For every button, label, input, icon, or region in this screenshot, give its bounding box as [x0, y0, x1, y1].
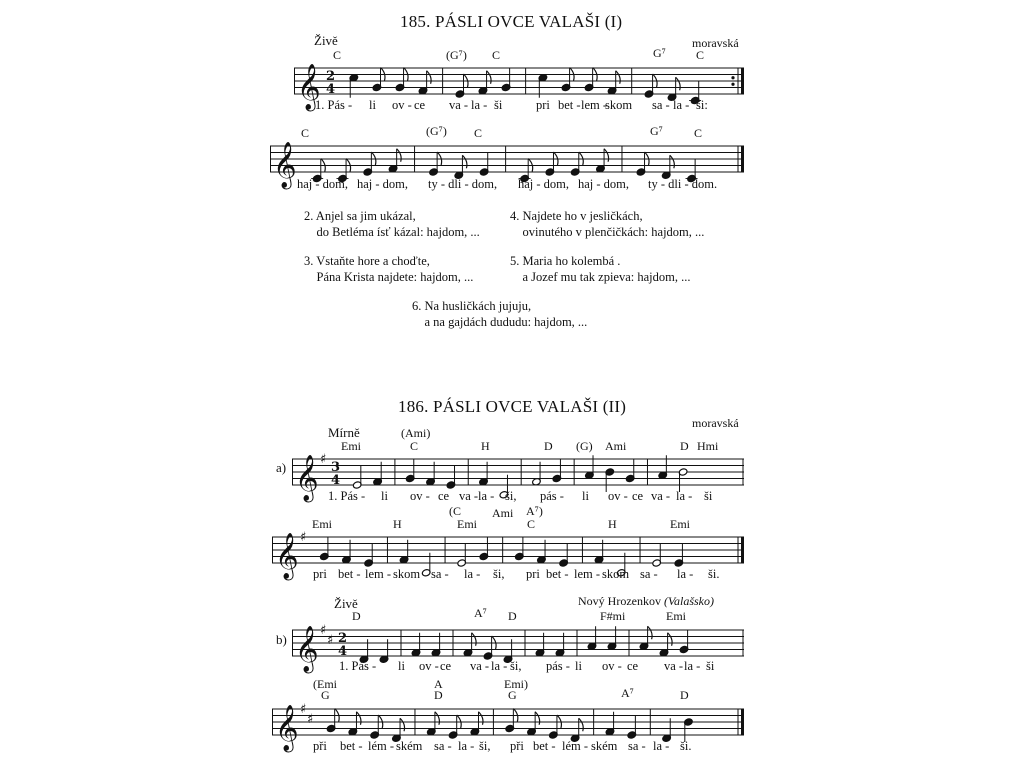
lyric-syllable: haj - dom, [578, 177, 630, 191]
lyric-syllable: la - [464, 567, 481, 581]
chord: A⁷ [621, 686, 634, 700]
song-title: 186. PÁSLI OVCE VALAŠI (II) [398, 397, 627, 416]
lyric-syllable: va - [664, 659, 684, 673]
lyric-syllable: skom [602, 567, 630, 581]
time-signature-top: 2 [326, 69, 336, 84]
time-signature-bottom: 4 [331, 473, 341, 488]
chord: (G⁷) [446, 48, 467, 62]
verse-text: 6. Na husličkách jujuju, a na gajdách dududu: hajdom, ... [412, 299, 588, 329]
chord: D [352, 609, 361, 623]
lyric-syllable: ši. [680, 739, 692, 753]
variant-label: a) [276, 460, 287, 475]
lyric-syllable: li [582, 489, 589, 503]
chord: Emi) [504, 677, 528, 691]
chord: (Emi [313, 677, 337, 691]
lyric-syllable: la - [677, 567, 694, 581]
chord: Emi [312, 517, 332, 531]
lyric-syllable: sa - [431, 567, 449, 581]
treble-clef-icon: 𝄞 [275, 533, 299, 579]
chord: A⁷ [474, 606, 487, 620]
chord: C [410, 439, 419, 453]
lyric-syllable: skom [393, 567, 421, 581]
lyric-syllable: ši [704, 489, 713, 503]
lyric-syllable: ši, [479, 739, 491, 753]
source-village: Nový Hrozenkov [578, 594, 661, 608]
chord: C [696, 48, 705, 62]
lyric-syllable: li [381, 489, 388, 503]
treble-clef-icon: 𝄞 [273, 142, 297, 188]
source-location [578, 594, 714, 609]
origin-label: moravská [692, 416, 739, 430]
verse-text: 2. Anjel sa jim ukázal, do Betléma ísť kázal: hajdom, ... [304, 209, 480, 239]
chord: A⁷) [526, 504, 543, 518]
source-region: (Valašsko) [663, 594, 714, 608]
tempo-marking: Mírně [328, 425, 360, 440]
time-signature-top: 3 [331, 460, 341, 475]
chord: C [474, 126, 483, 140]
sharp-icon: ♯ [327, 632, 334, 648]
lyric-syllable: pri [536, 98, 550, 112]
lyric-syllable: ov - [410, 489, 430, 503]
lyric-syllable: lem - [574, 567, 601, 581]
verse-text: 3. Vstaňte hore a choďte, Pána Krista najdete: hajdom, ... [304, 254, 474, 284]
lyric-syllable: ském [396, 739, 423, 753]
song-title: 185. PÁSLI OVCE VALAŠI (I) [400, 12, 623, 31]
chord: H [481, 439, 490, 453]
chord: Ami [492, 506, 514, 520]
chord: D [544, 439, 553, 453]
lyric-syllable: ty - dli - dom, [428, 177, 498, 191]
chord: Emi [457, 517, 477, 531]
lyric-syllable: 1. Pás - [315, 98, 353, 112]
tempo-marking: Živě [314, 33, 338, 48]
lyric-syllable: ši, [493, 567, 505, 581]
chord: C [527, 517, 536, 531]
lyric-syllable: ši, [510, 659, 522, 673]
lyric-syllable: při [510, 739, 524, 753]
lyric-syllable: ši [706, 659, 715, 673]
lyric-syllable: ši, [505, 489, 517, 503]
lyric-syllable: sa - [652, 98, 670, 112]
lyric-syllable: la - [478, 489, 495, 503]
lyric-syllable: ši: [696, 98, 708, 112]
lyric-syllable: bet - [558, 98, 581, 112]
treble-clef-icon: 𝄞 [297, 64, 321, 110]
chord: (C [449, 504, 461, 518]
chord: (G⁷) [426, 124, 447, 138]
chord: Emi [666, 609, 686, 623]
lyric-syllable: ce [627, 659, 639, 673]
lyric-syllable: la - [471, 98, 488, 112]
lyric-syllable: bet - [340, 739, 363, 753]
lyric-syllable: ty - dli - dom. [648, 177, 718, 191]
lyric-syllable: haj - dom, [357, 177, 409, 191]
lyric-syllable: lem - [365, 567, 392, 581]
lyric-syllable: la - [653, 739, 670, 753]
origin-label: moravská [692, 36, 739, 50]
lyric-syllable: li [575, 659, 582, 673]
lyric-syllable: haj - dom, [518, 177, 570, 191]
lyric-syllable: ském [591, 739, 618, 753]
lyric-syllable: 1. Pás - [339, 659, 377, 673]
sharp-icon: ♯ [300, 530, 307, 545]
lyric-syllable: la - [684, 659, 701, 673]
variant-label: b) [276, 632, 287, 647]
lyric-syllable: sa - [628, 739, 646, 753]
lyric-syllable: li [369, 98, 376, 112]
lyric-syllable: pri [526, 567, 540, 581]
lyric-syllable: lem - [581, 98, 608, 112]
lyric-syllable: sa - [640, 567, 658, 581]
sharp-icon: ♯ [320, 452, 327, 467]
lyric-syllable: lém - [368, 739, 395, 753]
lyric-syllable: ši [494, 98, 503, 112]
lyric-syllable: ce [440, 659, 452, 673]
lyric-syllable: bet - [533, 739, 556, 753]
treble-clef-icon: 𝄞 [295, 455, 319, 501]
lyric-syllable: lém - [562, 739, 589, 753]
sharp-icon: ♯ [320, 623, 327, 638]
lyric-syllable: pás - [546, 659, 570, 673]
lyric-syllable: va - [449, 98, 469, 112]
chord: G⁷ [650, 124, 663, 138]
chord: D [680, 439, 689, 453]
lyric-syllable: va - [459, 489, 479, 503]
chord: D [508, 609, 517, 623]
chord: Ami [605, 439, 627, 453]
chord: G⁷ [653, 46, 666, 60]
chord: Hmi [697, 439, 719, 453]
lyric-syllable: 1. Pás - [328, 489, 366, 503]
chord: C [301, 126, 310, 140]
lyric-syllable: bet - [546, 567, 569, 581]
lyric-syllable: bet - [338, 567, 361, 581]
lyric-syllable: ce [414, 98, 426, 112]
lyric-syllable: ov - [419, 659, 439, 673]
lyric-syllable: ov - [608, 489, 628, 503]
verse-text: 4. Najdete ho v jesličkách, ovinutého v plenčičkách: hajdom, ... [510, 209, 705, 239]
lyric-syllable: ov - [602, 659, 622, 673]
lyric-syllable: la - [673, 98, 690, 112]
chord: C [694, 126, 703, 140]
tempo-marking: Živě [334, 596, 358, 611]
sharp-icon: ♯ [307, 711, 314, 727]
sharp-icon: ♯ [300, 702, 307, 717]
chord: G [508, 688, 517, 702]
lyric-syllable: va - [470, 659, 490, 673]
lyric-syllable: ce [438, 489, 450, 503]
chord: (G) [576, 439, 593, 453]
chord: (Ami) [401, 426, 431, 440]
chord: C [333, 48, 342, 62]
chord: G [321, 688, 330, 702]
chord: A [434, 677, 443, 691]
lyric-syllable: la - [676, 489, 693, 503]
chord: Emi [670, 517, 690, 531]
time-signature-bottom: 4 [338, 644, 348, 659]
chord: H [393, 517, 402, 531]
chord: Emi [341, 439, 361, 453]
treble-clef-icon: 𝄞 [275, 705, 299, 751]
lyric-syllable: va - [651, 489, 671, 503]
verse-text: 5. Maria ho kolembá . a Jozef mu tak zpieva: hajdom, ... [510, 254, 691, 284]
treble-clef-icon: 𝄞 [295, 626, 319, 672]
lyric-syllable: la - [458, 739, 475, 753]
lyric-syllable: la - [491, 659, 508, 673]
lyric-syllable: ši. [708, 567, 720, 581]
lyric-syllable: při [313, 739, 327, 753]
chord: D [680, 688, 689, 702]
lyric-syllable: pri [313, 567, 327, 581]
lyric-syllable: pás - [540, 489, 564, 503]
chord: D [434, 688, 443, 702]
time-signature-bottom: 4 [326, 82, 336, 97]
lyric-syllable: skom [605, 98, 633, 112]
chord: C [492, 48, 501, 62]
lyric-syllable: li [398, 659, 405, 673]
lyric-syllable: ov - [392, 98, 412, 112]
lyric-syllable: sa - [434, 739, 452, 753]
chord: F#mi [600, 609, 626, 623]
lyric-syllable: haj - dom, [297, 177, 349, 191]
chord: H [608, 517, 617, 531]
time-signature-top: 2 [338, 631, 348, 646]
lyric-syllable: ce [632, 489, 644, 503]
